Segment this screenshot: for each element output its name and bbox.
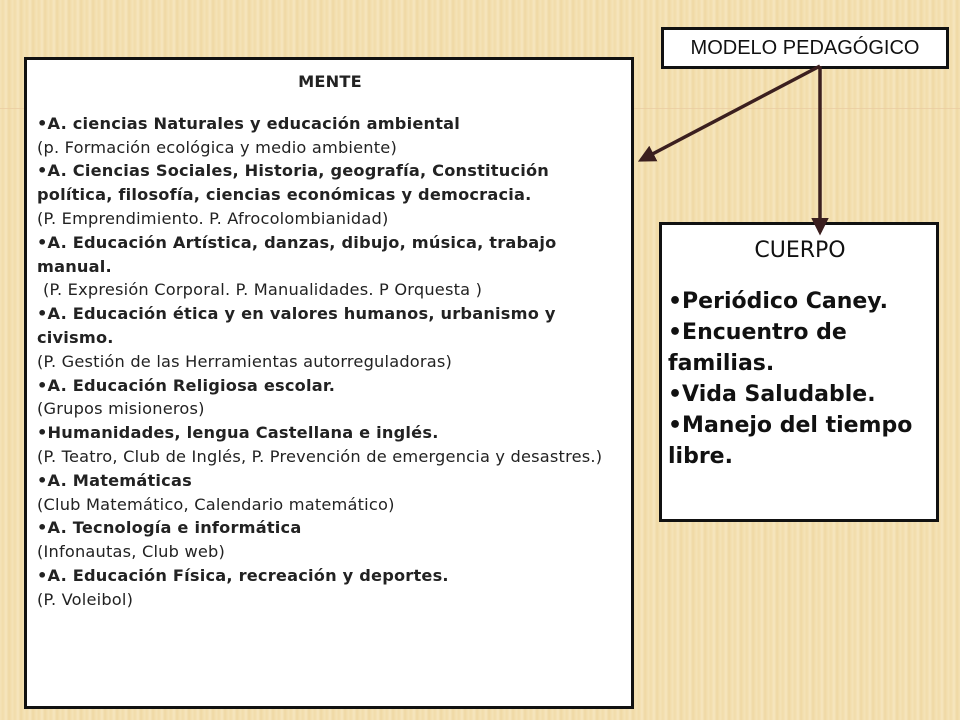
- mente-item-tecnologia: [37, 516, 623, 564]
- item-main: •A. Educación Física, recreación y deportes.: [37, 565, 449, 585]
- mente-item-educacion-religiosa: [37, 374, 623, 422]
- cuerpo-item: •Encuentro de familias.: [668, 320, 847, 376]
- item-main: •A. Ciencias Sociales, Historia, geografía, Constitución política, filosofía, ciencias económicas y democracia.: [37, 161, 550, 205]
- mente-item-educacion-fisica: [37, 564, 623, 612]
- mente-item-ciencias-naturales: [37, 112, 623, 160]
- modelo-title: MODELO PEDAGÓGICO: [690, 37, 920, 59]
- item-main: •A. Tecnología e informática: [37, 518, 302, 538]
- item-sub: (Club Matemático, Calendario matemático): [37, 494, 395, 514]
- mente-item-ciencias-sociales: [37, 159, 623, 230]
- item-sub: (p. Formación ecológica y medio ambiente): [37, 137, 397, 157]
- mente-title: MENTE: [298, 72, 362, 91]
- mente-item-humanidades: [37, 421, 623, 469]
- mente-box: [24, 57, 634, 709]
- cuerpo-title: CUERPO: [754, 238, 846, 263]
- item-main: •A. ciencias Naturales y educación ambiental: [37, 113, 461, 133]
- item-main: •A. Educación Artística, danzas, dibujo, música, trabajo manual.: [37, 232, 557, 276]
- item-sub: (P. Voleibol): [37, 589, 134, 609]
- item-sub: (Grupos misioneros): [37, 399, 205, 419]
- cuerpo-box: [659, 222, 939, 522]
- item-sub: (P. Expresión Corporal. P. Manualidades. P Orquesta ): [43, 280, 483, 300]
- cuerpo-item: •Manejo del tiempo libre.: [668, 413, 913, 469]
- item-sub: (P. Gestión de las Herramientas autorreguladoras): [37, 351, 453, 371]
- item-sub: (Infonautas, Club web): [37, 542, 226, 562]
- item-main: •Humanidades, lengua Castellana e inglés.: [37, 423, 439, 443]
- mente-item-matematicas: [37, 469, 623, 517]
- arrow-to-mente: [641, 66, 820, 160]
- item-sub: (P. Teatro, Club de Inglés, P. Prevención de emergencia y desastres.): [37, 446, 603, 466]
- modelo-pedagogico-box: [661, 27, 949, 69]
- item-sub: (P. Emprendimiento. P. Afrocolombianidad): [37, 208, 389, 228]
- cuerpo-item: •Vida Saludable.: [668, 382, 876, 407]
- mente-item-educacion-etica: [37, 302, 623, 373]
- cuerpo-item: •Periódico Caney.: [668, 289, 888, 314]
- item-main: •A. Educación Religiosa escolar.: [37, 375, 336, 395]
- item-main: •A. Matemáticas: [37, 470, 192, 490]
- item-main: •A. Educación ética y en valores humanos, urbanismo y civismo.: [37, 304, 556, 347]
- mente-item-educacion-artistica: [37, 231, 623, 302]
